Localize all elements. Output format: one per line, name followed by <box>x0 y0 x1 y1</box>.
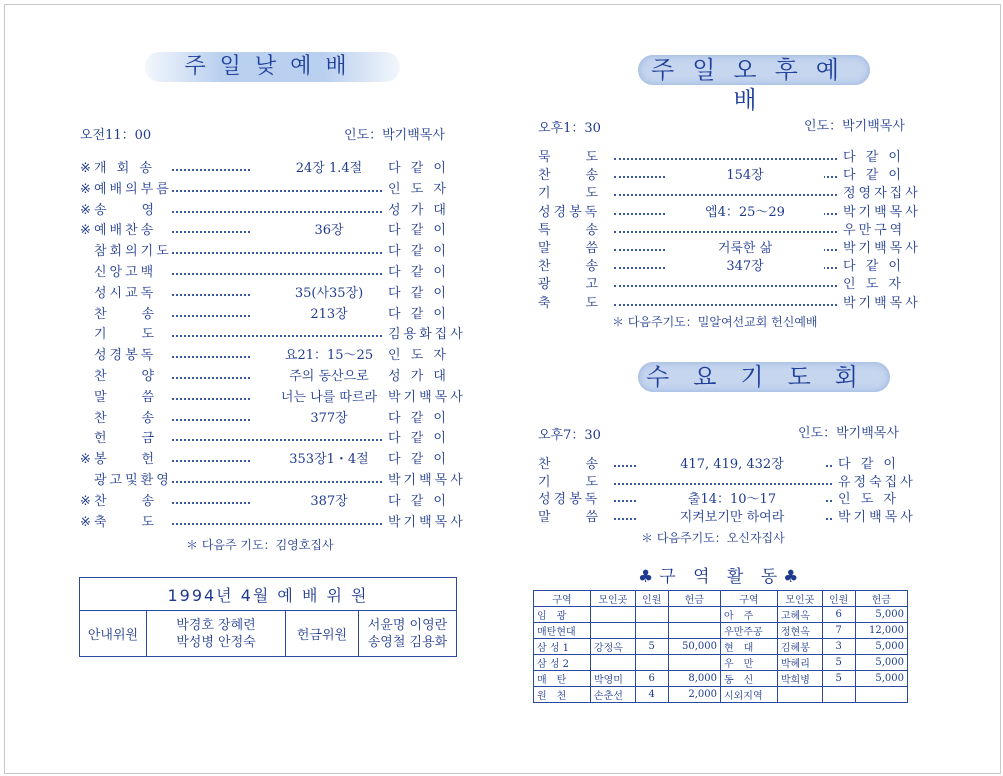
district-cell <box>635 623 668 639</box>
guide-names-line-1: 박경호 장혜련 <box>176 617 256 633</box>
wednesday-leader: 인도：박기백목사 <box>798 426 899 441</box>
order-item-detail: 213장 <box>250 305 408 325</box>
district-cell: 삼 성 2 <box>534 655 591 671</box>
district-cell: 박혜리 <box>777 655 822 671</box>
order-item-name: 찬 송 <box>538 259 602 275</box>
offering-names-line-1: 서윤명 이영란 <box>367 617 448 633</box>
district-cell: 5,000 <box>855 607 907 623</box>
order-item-person: 김용화집사 <box>388 327 466 343</box>
order-item-name: 헌 금 <box>94 431 158 447</box>
district-cell: 우만주공 <box>720 623 777 639</box>
morning-time: 오전11：00 <box>80 128 152 143</box>
district-header-cell: 모인곳 <box>590 591 635 607</box>
order-item <box>80 471 466 491</box>
district-cell: 시외지역 <box>720 687 777 703</box>
dot-leader <box>172 428 382 441</box>
order-item <box>80 367 460 387</box>
district-header-cell: 인원 <box>635 591 668 607</box>
dot-leader <box>172 241 382 254</box>
order-item <box>80 242 460 262</box>
dot-leader <box>614 147 837 160</box>
guide-names-line-2: 박성병 안정숙 <box>176 634 256 650</box>
order-item-person: 박기백목사 <box>843 204 921 220</box>
order-item-detail: 요21：15～25 <box>250 346 408 366</box>
dot-leader <box>172 200 382 213</box>
district-cell: 5,000 <box>855 639 907 655</box>
order-item-person: 박기백목사 <box>843 295 921 311</box>
order-item-detail: 387장 <box>250 492 408 512</box>
order-item <box>80 284 460 304</box>
afternoon-next-prayer: ＊ 다음주기도：밀알여선교회 헌신예배 <box>612 315 818 329</box>
order-item-name: 예배의부름 <box>94 181 172 197</box>
order-item-name: 말 씀 <box>538 509 602 525</box>
order-item-person: 박기백목사 <box>388 473 466 488</box>
order-item-name: 묵 도 <box>538 150 602 165</box>
order-item <box>80 429 460 449</box>
district-row <box>534 671 908 687</box>
order-item-detail: 거룩한 삶 <box>666 239 824 259</box>
district-cell: 5,000 <box>855 671 907 687</box>
district-cell: 12,000 <box>855 623 907 639</box>
dot-leader <box>614 183 837 196</box>
district-cell: 2,000 <box>668 687 720 703</box>
district-cell: 5 <box>635 639 668 655</box>
order-item-person: 박기백목사 <box>843 241 921 256</box>
district-cell <box>635 607 668 623</box>
order-item-name: 특 송 <box>538 222 602 238</box>
order-item-name: 찬 송 <box>538 457 602 472</box>
order-item <box>538 294 921 314</box>
order-item-name: 신앙고백 <box>94 265 157 280</box>
standing-mark: ※ <box>80 223 91 239</box>
order-item-person: 다 같 이 <box>843 259 904 275</box>
district-cell: 임 광 <box>534 607 591 623</box>
order-item-detail: 24장 1.4절 <box>250 159 408 179</box>
district-header-cell: 구역 <box>720 591 777 607</box>
order-item-person: 박기백목사 <box>838 509 916 525</box>
standing-mark: ※ <box>80 514 91 530</box>
order-item-person: 다 같 이 <box>388 223 449 239</box>
order-item-person: 다 같 이 <box>843 168 904 184</box>
district-row <box>534 655 908 671</box>
order-item-detail: 154장 <box>666 166 824 186</box>
order-item-detail: 지켜보기만 하여라 <box>638 508 826 528</box>
order-item-name: 찬 송 <box>94 493 158 509</box>
order-item-name: 찬 양 <box>94 369 158 384</box>
order-item <box>538 508 916 528</box>
order-item-person: 다 같 이 <box>388 410 449 426</box>
district-cell: 박희병 <box>777 671 822 687</box>
order-item-person: 다 같 이 <box>388 265 449 280</box>
order-item-person: 다 같 이 <box>388 431 449 447</box>
offering-names-line-2: 송영철 김용화 <box>367 634 448 650</box>
district-header-cell: 헌금 <box>855 591 907 607</box>
order-item <box>80 346 460 366</box>
order-item-name: 광 고 <box>538 277 602 293</box>
district-cell: 정현옥 <box>777 623 822 639</box>
order-item-person: 정영자집사 <box>843 186 921 202</box>
order-item-detail: 엡4：25～29 <box>666 203 824 223</box>
district-title: ♣구 역 활 동♣ <box>638 567 805 587</box>
district-cell: 5 <box>822 671 855 687</box>
district-row <box>534 607 908 623</box>
order-item-person: 인 도 자 <box>838 492 899 507</box>
district-cell <box>668 607 720 623</box>
order-item <box>80 263 460 283</box>
morning-leader: 인도：박기백목사 <box>344 128 445 143</box>
afternoon-leader: 인도：박기백목사 <box>804 119 905 134</box>
district-header-cell: 인원 <box>822 591 855 607</box>
order-item-detail: 36장 <box>250 221 408 241</box>
district-cell: 매 탄 <box>534 671 591 687</box>
order-item-name: 기 도 <box>538 474 602 490</box>
morning-next-prayer: ＊ 다음주 기도：김영호집사 <box>186 538 334 552</box>
order-item-name: 찬 송 <box>94 306 158 322</box>
order-item-person: 다 같 이 <box>388 493 449 509</box>
dot-leader <box>172 324 382 337</box>
district-cell <box>590 655 635 671</box>
order-item-person: 박기백목사 <box>388 389 466 405</box>
order-item <box>80 388 466 408</box>
committee-table <box>79 577 457 657</box>
district-activity-table <box>533 590 908 703</box>
order-item-name: 성시교독 <box>94 285 157 301</box>
order-item <box>80 201 460 221</box>
order-item-name: 성경봉독 <box>538 492 601 507</box>
order-item-name: 송 영 <box>94 202 158 218</box>
district-row <box>534 687 908 703</box>
order-item <box>80 450 460 470</box>
order-item-name: 말 씀 <box>538 241 602 256</box>
district-cell: 우 만 <box>720 655 777 671</box>
district-cell: 6 <box>822 607 855 623</box>
wednesday-title: 수요기도회 <box>638 362 890 392</box>
district-cell <box>668 623 720 639</box>
standing-mark: ※ <box>80 161 91 176</box>
order-item-person: 다 같 이 <box>388 285 449 301</box>
district-header-row <box>534 591 908 607</box>
district-cell: 5 <box>822 655 855 671</box>
district-row <box>534 639 908 655</box>
order-item <box>80 409 460 429</box>
district-cell: 손춘선 <box>590 687 635 703</box>
district-cell: 50,000 <box>668 639 720 655</box>
order-item-person: 박기백목사 <box>388 514 466 530</box>
order-item-person: 인 도 자 <box>388 181 449 197</box>
district-cell <box>855 687 907 703</box>
district-cell: 동 신 <box>720 671 777 687</box>
order-item-person: 다 같 이 <box>388 161 449 176</box>
order-item-name: 성경봉독 <box>538 204 601 220</box>
order-item-person: 우만구역 <box>843 222 906 238</box>
order-item-name: 광고및환영 <box>94 473 172 488</box>
order-item-name: 참회의기도 <box>94 244 172 260</box>
order-item <box>80 159 460 179</box>
order-item-name: 기 도 <box>94 327 158 343</box>
order-item-name: 축 도 <box>94 514 158 530</box>
order-item-person: 인 도 자 <box>843 277 904 293</box>
district-cell: 강정옥 <box>590 639 635 655</box>
district-cell: 7 <box>822 623 855 639</box>
district-cell <box>590 623 635 639</box>
order-item-detail: 너는 나를 따르라 <box>250 388 408 408</box>
district-cell <box>590 607 635 623</box>
order-item-person: 유정숙집사 <box>838 474 916 490</box>
dot-leader <box>172 179 382 192</box>
order-item-detail: 주의 동산으로 <box>250 367 408 387</box>
order-item-name: 기 도 <box>538 186 602 202</box>
order-item-name: 축 도 <box>538 295 602 311</box>
order-item-name: 말 씀 <box>94 389 158 405</box>
district-cell <box>635 655 668 671</box>
district-cell <box>822 687 855 703</box>
district-cell <box>668 655 720 671</box>
standing-mark: ※ <box>80 181 91 197</box>
afternoon-title: 주일오후예배 <box>638 55 870 85</box>
district-row <box>534 623 908 639</box>
order-item-person: 다 같 이 <box>838 457 899 472</box>
order-item <box>80 325 466 345</box>
order-item-person: 다 같 이 <box>388 244 449 260</box>
order-item-name: 찬 송 <box>538 168 602 184</box>
order-item <box>80 180 460 200</box>
district-header-cell: 구역 <box>534 591 591 607</box>
order-item-name: 예배찬송 <box>94 223 157 239</box>
order-item-name: 개 회 송 <box>94 161 155 176</box>
offering-label: 헌금위원 <box>286 611 359 657</box>
district-cell: 매탄현대 <box>534 623 591 639</box>
order-item-name: 봉 헌 <box>94 452 158 468</box>
dot-leader <box>614 220 837 233</box>
district-cell: 현 대 <box>720 639 777 655</box>
order-item-person: 인 도 자 <box>388 348 449 364</box>
district-cell: 5,000 <box>855 655 907 671</box>
order-item-person: 다 같 이 <box>388 452 449 468</box>
district-header-cell: 모인곳 <box>777 591 822 607</box>
order-item <box>80 513 466 533</box>
district-cell: 삼 성 1 <box>534 639 591 655</box>
guide-label: 안내위원 <box>80 611 147 657</box>
dot-leader <box>614 274 837 287</box>
order-item-detail: 417, 419, 432장 <box>638 455 826 475</box>
committee-title: 1994년 4월 예 배 위 원 <box>80 578 457 611</box>
standing-mark: ※ <box>80 452 91 468</box>
wednesday-next-prayer: ＊ 다음주기도：오신자집사 <box>641 531 785 545</box>
guide-names <box>147 611 286 657</box>
dot-leader <box>172 262 382 275</box>
district-cell <box>777 687 822 703</box>
order-item <box>80 492 460 512</box>
district-cell: 원 천 <box>534 687 591 703</box>
order-item-detail: 377장 <box>250 409 408 429</box>
standing-mark: ※ <box>80 493 91 509</box>
dot-leader <box>172 512 382 525</box>
afternoon-time: 오후1：30 <box>538 121 601 136</box>
order-item-name: 성경봉독 <box>94 348 157 364</box>
order-item <box>80 221 460 241</box>
morning-title: 주일낮예배 <box>145 52 400 82</box>
wednesday-time: 오후7：30 <box>538 428 601 443</box>
dot-leader <box>172 470 382 483</box>
district-cell: 고혜옥 <box>777 607 822 623</box>
district-header-cell: 헌금 <box>668 591 720 607</box>
order-item-person: 성 가 대 <box>388 369 449 384</box>
district-cell: 아 주 <box>720 607 777 623</box>
order-item-detail: 35(사35장) <box>250 284 408 304</box>
district-cell: 4 <box>635 687 668 703</box>
standing-mark: ※ <box>80 202 91 218</box>
dot-leader <box>614 293 837 306</box>
order-item-person: 다 같 이 <box>388 306 449 322</box>
order-item-detail: 출14：10～17 <box>638 490 826 510</box>
offering-names <box>359 611 457 657</box>
district-cell: 3 <box>822 639 855 655</box>
order-item-name: 찬 송 <box>94 410 158 426</box>
order-item <box>80 305 460 325</box>
district-cell: 박영미 <box>590 671 635 687</box>
order-item-detail: 353장1・4절 <box>250 450 408 470</box>
order-item-detail: 347장 <box>666 257 824 277</box>
order-item-person: 성 가 대 <box>388 202 449 218</box>
district-cell: 6 <box>635 671 668 687</box>
district-cell: 8,000 <box>668 671 720 687</box>
dot-leader <box>614 472 832 485</box>
order-item-person: 다 같 이 <box>843 150 904 165</box>
district-cell: 김혜봉 <box>777 639 822 655</box>
